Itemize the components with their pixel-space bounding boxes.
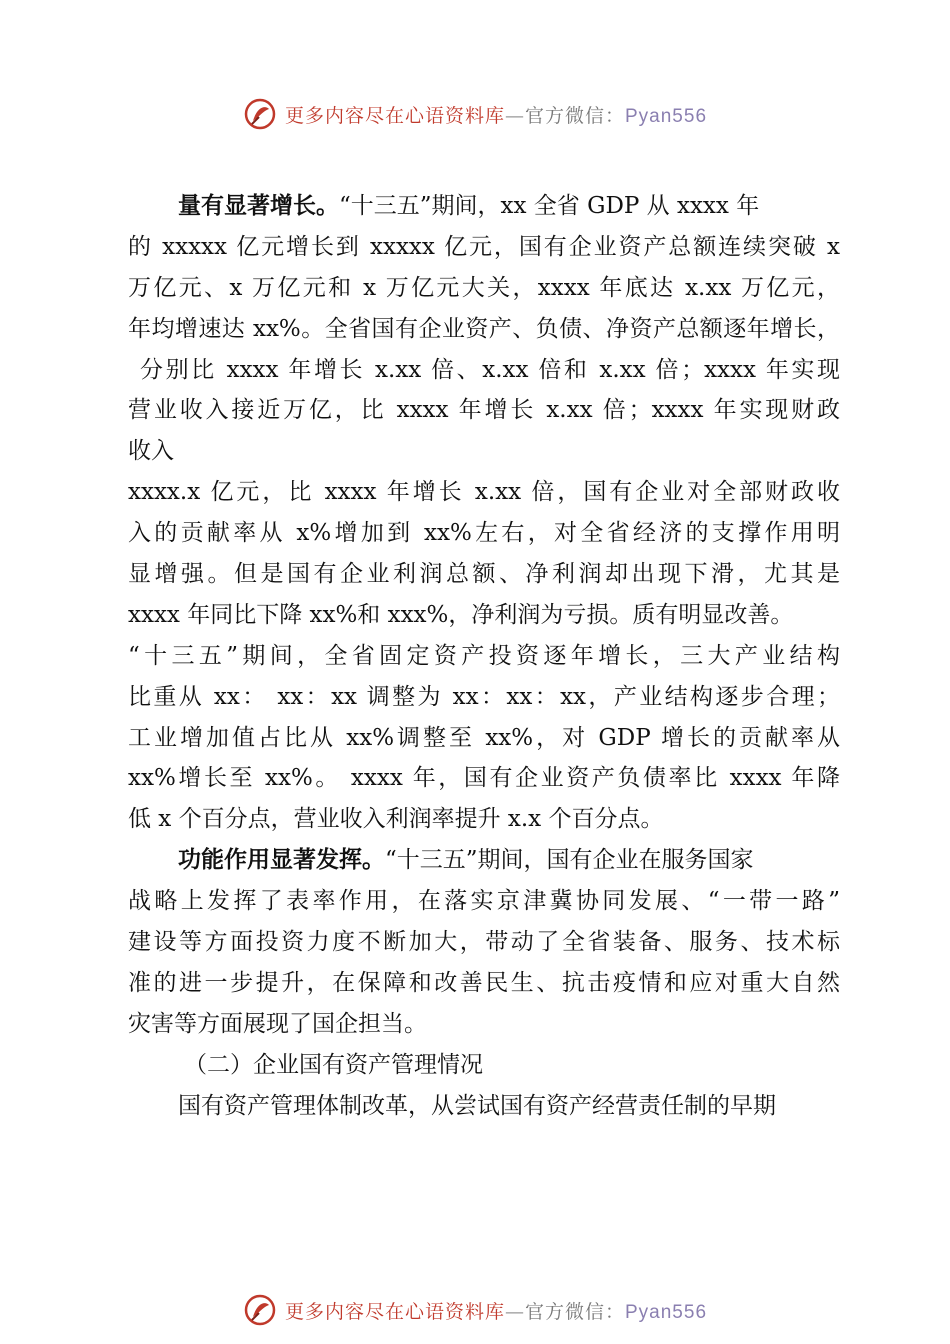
text-run: “十三五”期间，xx 全省 GDP 从 xxxx 年: [339, 193, 760, 219]
document-body: [128, 186, 840, 1126]
paragraph-line: 收入: [128, 438, 174, 465]
section-title: （二）企业国有资产管理情况: [184, 1051, 483, 1078]
text-run: “十三五”期间，国有企业在服务国家: [385, 847, 754, 874]
paragraph-line: 国有资产管理体制改革，从尝试国有资产经营责任制的早期: [178, 1092, 776, 1119]
paragraph-line: xx%增长至 xx%。 xxxx 年，国有企业资产负债率比 xxxx 年降: [128, 765, 840, 792]
paragraph-line: “十三五”期间，全省固定资产投资逐年增长，三大产业结构: [128, 642, 840, 669]
paragraph-line: xxxx 年同比下降 xx%和 xxx%，净利润为亏损。质有明显改善。: [128, 601, 794, 628]
header-banner: [0, 94, 950, 134]
paragraph-line: 准的进一步提升，在保障和改善民生、抗击疫情和应对重大自然: [128, 969, 840, 996]
paragraph-line: 入的贡献率从 x%增加到 xx%左右，对全省经济的支撑作用明: [128, 520, 840, 547]
footer-brand: 更多内容尽在心语资料库: [284, 1300, 505, 1323]
paragraph-heading: 量有显著增长。: [178, 192, 339, 219]
header-text: [285, 101, 707, 128]
paragraph-line: 战略上发挥了表率作用，在落实京津冀协同发展、“一带一路”: [128, 888, 840, 915]
paragraph-line: [128, 186, 840, 227]
paragraph-line: 工业增加值占比从 xx%调整至 xx%，对 GDP 增长的贡献率从: [128, 724, 840, 751]
brand-logo-icon: [243, 1293, 277, 1327]
paragraph-line: 分别比 xxxx 年增长 x.xx 倍、x.xx 倍和 x.xx 倍；xxxx 年实现: [140, 356, 840, 383]
brand-logo-icon: [243, 97, 277, 131]
paragraph-line: xxxx.x 亿元，比 xxxx 年增长 x.xx 倍，国有企业对全部财政收: [128, 479, 840, 506]
header-wechat-label: 官方微信：: [524, 104, 625, 127]
paragraph-line: 营业收入接近万亿，比 xxxx 年增长 x.xx 倍；xxxx 年实现财政: [128, 397, 840, 424]
footer-banner: [0, 1290, 950, 1330]
paragraph-line: 建设等方面投资力度不断加大，带动了全省装备、服务、技术标: [128, 929, 840, 956]
footer-wechat-id: Pyan556: [625, 1301, 708, 1323]
paragraph-heading: 功能作用显著发挥。: [178, 846, 385, 874]
header-separator: —: [504, 104, 525, 127]
paragraph-line: 灾害等方面展现了国企担当。: [128, 1010, 427, 1037]
paragraph-line: 年均增速达 xx%。全省国有企业资产、负债、净资产总额逐年增长，: [128, 315, 840, 342]
footer-wechat-label: 官方微信：: [524, 1300, 625, 1323]
paragraph-line: 显增强。但是国有企业利润总额、净利润却出现下滑，尤其是: [128, 561, 840, 588]
header-brand: 更多内容尽在心语资料库: [284, 104, 505, 127]
paragraph-line: 比重从 xx： xx：xx 调整为 xx：xx：xx，产业结构逐步合理；: [128, 683, 840, 710]
paragraph-line: [128, 840, 840, 881]
header-wechat-id: Pyan556: [625, 105, 708, 127]
paragraph-line: 低 x 个百分点，营业收入利润率提升 x.x 个百分点。: [128, 806, 664, 833]
paragraph-line: 的 xxxxx 亿元增长到 xxxxx 亿元，国有企业资产总额连续突破 x: [128, 233, 840, 260]
footer-separator: —: [504, 1300, 525, 1323]
footer-text: [285, 1297, 707, 1324]
paragraph-line: 万亿元、x 万亿元和 x 万亿元大关，xxxx 年底达 x.xx 万亿元，: [128, 274, 840, 301]
